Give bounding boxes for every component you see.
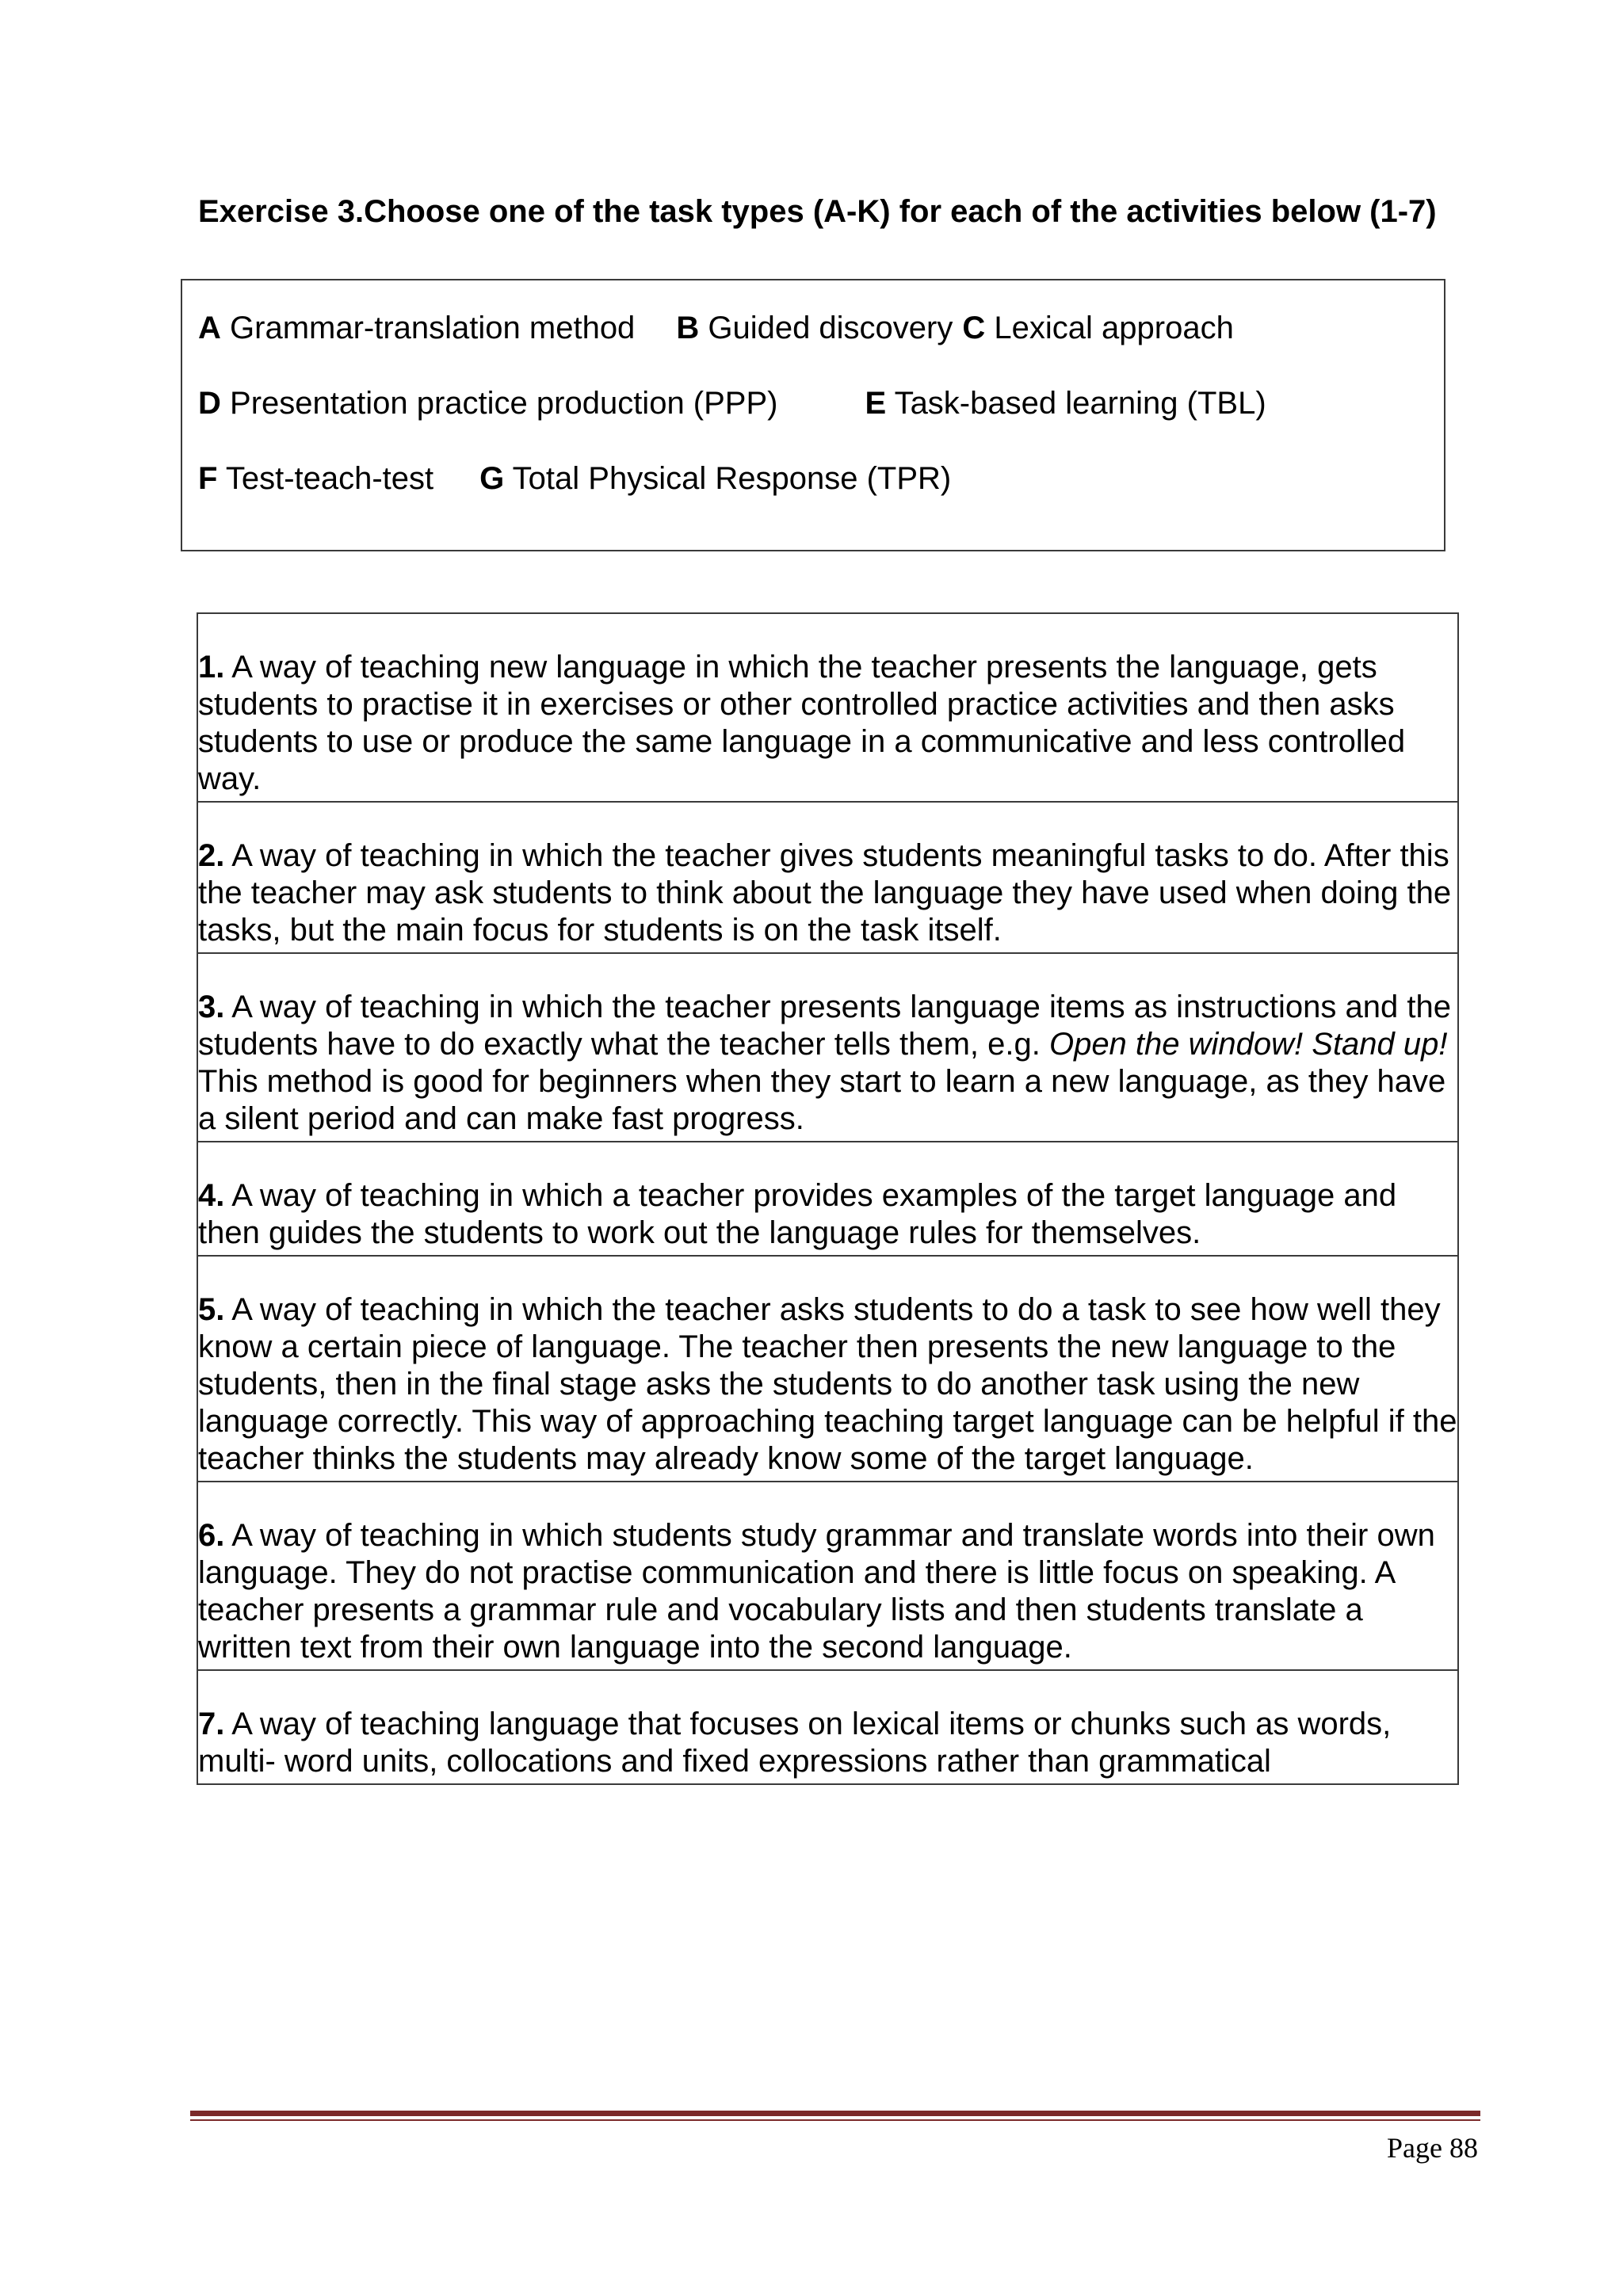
option-e: E Task-based learning (TBL): [865, 386, 1266, 421]
exercise-title: Exercise 3.Choose one of the task types (A-K) for each of the activities below (1-7): [198, 194, 1437, 229]
definition-4: 4. A way of teaching in which a teacher provides examples of the target language and then guides the students to work out the language rules for themselves.: [197, 1142, 1458, 1256]
table-row: [197, 613, 1458, 802]
definition-1: 1. A way of teaching new language in which the teacher presents the language, gets students to practise it in exercises or other controlled practice activities and then asks students to use or produce the same language in a communicative and less controlled way.: [197, 613, 1458, 802]
table-row: [197, 1670, 1458, 1784]
definition-7: 7. A way of teaching language that focuses on lexical items or chunks such as words, multi- word units, collocations and fixed expressions rather than grammatical: [197, 1670, 1458, 1784]
option-a: A Grammar-translation method: [198, 311, 636, 345]
definition-6: 6. A way of teaching in which students study grammar and translate words into their own language. They do not practise communication and there is little focus on speaking. A teacher presents a grammar rule and vocabulary lists and then students translate a written text from their own language into the second language.: [197, 1482, 1458, 1670]
options-row-2: [198, 386, 1266, 421]
options-row-3: [198, 461, 951, 497]
option-g: G Total Physical Response (TPR): [479, 461, 952, 496]
page-number: Page 88: [1387, 2132, 1478, 2164]
options-row-1: [198, 311, 1234, 346]
definitions-table: [197, 612, 1459, 1785]
option-c: C Lexical approach: [962, 311, 1234, 345]
table-row: [197, 1482, 1458, 1670]
definition-5: 5. A way of teaching in which the teacher asks students to do a task to see how well they know a certain piece of language. The teacher then presents the new language to the students, then in the final stage asks the students to do another task using the new language correctly. This way of approaching teaching target language can be helpful if the teacher thinks the students may already know some of the target language.: [197, 1256, 1458, 1482]
definition-3: 3. A way of teaching in which the teacher presents language items as instructions and the students have to do exactly what the teacher tells them, e.g. Open the window! Stand up! This method is good for beginners when they start to learn a new language, as they have a silent period and can make fast progress.: [197, 953, 1458, 1142]
table-row: [197, 1142, 1458, 1256]
footer-rule-thin: [190, 2119, 1480, 2121]
footer-rule: [190, 2111, 1480, 2116]
definition-2: 2. A way of teaching in which the teacher gives students meaningful tasks to do. After this the teacher may ask students to think about the language they have used when doing the tasks, but the main focus for students is on the task itself.: [197, 802, 1458, 953]
option-d: D Presentation practice production (PPP): [198, 386, 778, 421]
task-types-box: [181, 279, 1445, 551]
option-f: F Test-teach-test: [198, 461, 434, 496]
option-b: B Guided discovery: [676, 311, 953, 345]
table-row: [197, 953, 1458, 1142]
table-row: [197, 1256, 1458, 1482]
table-row: [197, 802, 1458, 953]
